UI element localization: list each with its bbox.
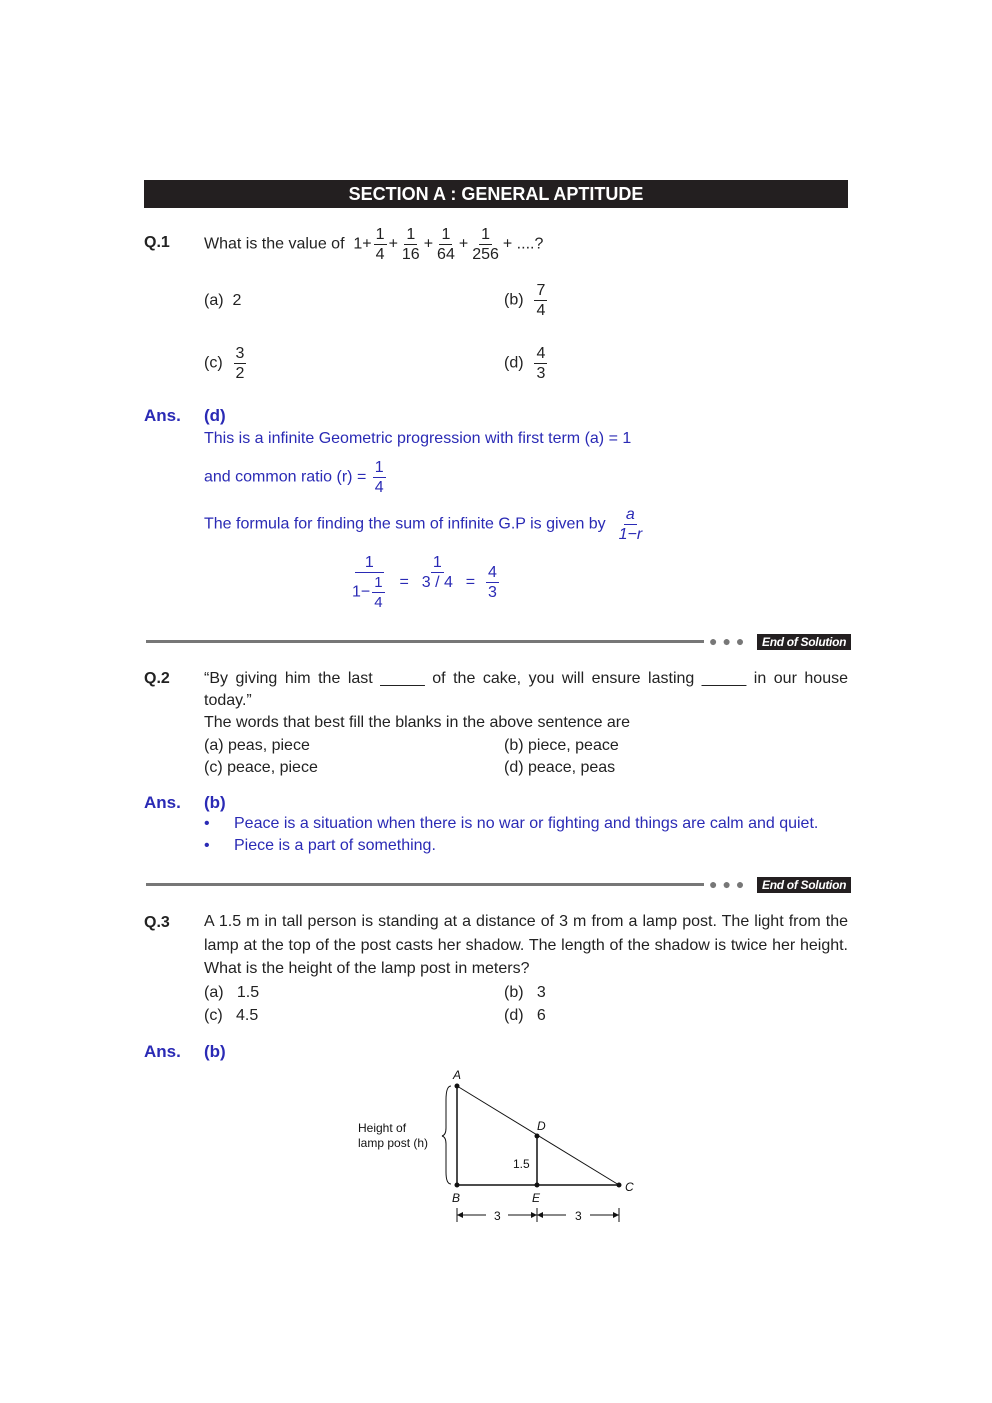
series-lead: 1+ [353,235,372,253]
solution-line: This is a infinite Geometric progression with first term (a) = 1 [204,430,632,447]
solution-line: and common ratio (r) = $\frac{1}{4}$ [204,459,384,496]
solution-line: The formula for finding the sum of infinite G.P is given by $\frac{a}{1-r}$ [204,506,643,543]
end-of-solution-badge: End of Solution [757,634,851,650]
person-height: 1.5 [513,1157,530,1171]
label-d: D [537,1119,546,1133]
bullet-item: • Piece is a part of something. [204,837,436,854]
fraction: $\frac{1}{64}$ [437,226,455,263]
divider-dots: ●●● [709,876,750,892]
answer-value: (b) [204,1042,226,1061]
option-b: (b) $\frac{7}{4}$ [504,282,546,319]
question-number: Q.2 [144,670,170,687]
fraction: $\frac{1}{16}$ [401,226,420,263]
end-of-solution-badge: End of Solution [757,877,851,893]
divider [146,883,704,886]
question-number: Q.3 [144,914,170,931]
option-d: (d) $\frac{4}{3}$ [504,345,546,382]
series-tail: + ....? [502,235,544,253]
question-stem: What is the value of [204,235,345,253]
bullet-item: • Peace is a situation when there is no war or fighting and things are calm and quiet. [204,815,819,832]
answer-value: (b) [204,793,226,812]
option-a: (a) 2 [204,292,242,309]
option-b: (b) piece, peace [504,737,619,754]
bullet-icon: • [204,837,210,854]
fraction: $\frac{1}{4}$ [375,226,385,263]
option-d: (d) 6 [504,1007,546,1024]
label-b: B [452,1191,461,1205]
calculation: 1 1− $\frac{1}{4}$ = $\frac{1}{3 / 4}$ = $\frac{4}{3}$ [352,554,497,611]
answer-label: Ans. [144,1042,181,1061]
height-label: Height of [358,1121,407,1135]
height-label: lamp post (h) [358,1136,429,1150]
lamp-post-diagram [340,1060,650,1230]
question-text: “By giving him the last _____ of the cake, you will ensure lasting _____ in our house [204,670,848,687]
question-text: The words that best fill the blanks in the above sentence are [204,714,631,731]
answer-label: Ans. [144,793,181,812]
option-c: (c) $\frac{3}{2}$ [204,345,245,382]
answer-value: (d) [204,406,226,425]
option-a: (a) 1.5 [204,984,260,1001]
label-c: C [625,1180,634,1194]
option-a: (a) peas, piece [204,737,310,754]
bullet-icon: • [204,815,210,832]
question-text: A 1.5 m in tall person is standing at a distance of 3 m from a lamp post. The light from the lamp at the top of the post casts her shadow. The length of the shadow is twice her height. What is the height of the lamp post in meters? [204,913,848,977]
option-d: (d) peace, peas [504,759,616,776]
option-b: (b) 3 [504,984,546,1001]
option-c: (c) peace, piece [204,759,318,776]
brace [442,1086,451,1184]
divider [146,640,704,643]
fraction: $\frac{1}{256}$ [472,226,499,263]
label-a: A [453,1068,462,1082]
answer-label: Ans. [144,406,181,425]
section-header: SECTION A : GENERAL APTITUDE [144,180,848,208]
divider-dots: ●●● [709,633,750,649]
option-c: (c) 4.5 [204,1007,259,1024]
distance-ec: 3 [575,1209,582,1223]
distance-be: 3 [494,1209,501,1223]
question-text: What is the value of 1+ $\frac{1}{4}$ + $\frac{1}{16}$ + $\frac{1}{64}$ + $\frac{1}{256}$ + ....? [204,226,544,263]
label-e: E [532,1191,541,1205]
question-text: today.” [204,692,252,709]
question-number: Q.1 [144,234,170,251]
